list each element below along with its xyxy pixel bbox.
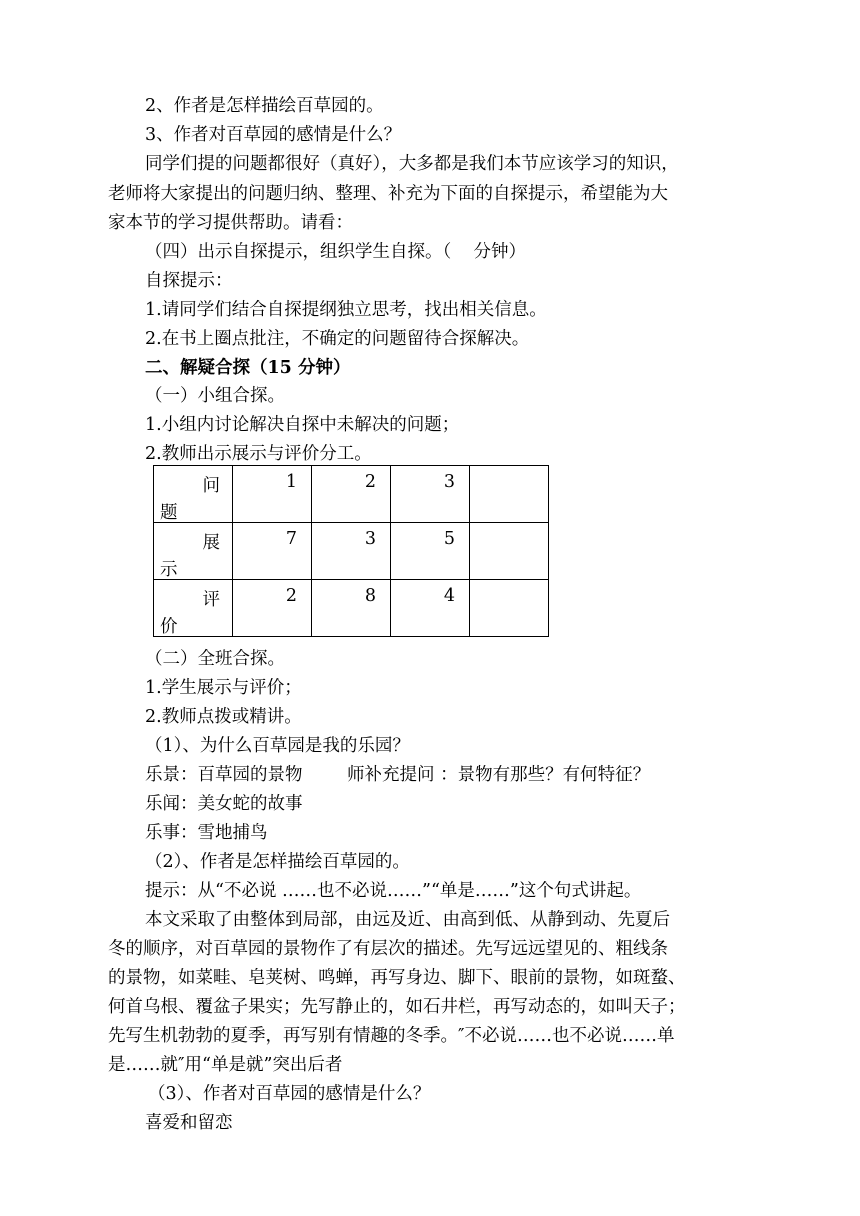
row-header-bottom: 示 <box>160 560 178 580</box>
group-item-1: 1.小组内讨论解决自探中未解决的问题； <box>145 415 460 435</box>
paragraph-line: 是……就″用“单是就”突出后者 <box>108 1055 343 1075</box>
class-item-1: 1.学生展示与评价； <box>145 678 302 698</box>
row-header-cell <box>154 580 233 637</box>
cell-value: 2 <box>364 472 376 492</box>
cell-value: 3 <box>443 472 455 492</box>
row-header-cell <box>154 466 233 523</box>
paragraph-line: 何首乌根、覆盆子果实；先写静止的，如石井栏，再写动态的，如叫天子； <box>108 997 686 1017</box>
cell-value: 7 <box>285 529 297 549</box>
table-cell <box>233 523 312 580</box>
row-header-top: 展 <box>202 533 220 553</box>
subsection-one-heading: （一）小组合探。 <box>145 386 285 406</box>
subsection-two-heading: （二）全班合探。 <box>145 649 285 669</box>
table-row <box>154 523 549 580</box>
paragraph-line: 本文采取了由整体到局部，由远及近、由高到低、从静到动、先夏后 <box>145 910 670 930</box>
cell-value: 1 <box>285 472 297 492</box>
table-cell <box>470 466 549 523</box>
cell-value: 4 <box>443 586 455 606</box>
joy-activity-line: 乐事：雪地捕鸟 <box>145 823 268 843</box>
self-explore-label: 自探提示： <box>145 271 233 291</box>
question-line-3: 3、作者对百草园的感情是什么？ <box>145 125 402 145</box>
answer-line: 喜爱和留恋 <box>145 1113 233 1133</box>
row-header-cell <box>154 523 233 580</box>
table-row <box>154 580 549 637</box>
paragraph-line: 老师将大家提出的问题归纳、整理、补充为下面的自探提示，希望能为大 <box>108 184 668 204</box>
paragraph-line: 家本节的学习提供帮助。请看： <box>108 213 353 233</box>
table-cell <box>470 523 549 580</box>
row-header-bottom: 题 <box>160 503 178 523</box>
hint-line: 提示：从“不必说 ……也不必说……”“单是……”这个句式讲起。 <box>145 881 642 901</box>
row-header-top: 问 <box>202 476 220 496</box>
paragraph-line: 的景物，如菜畦、皂荚树、鸣蝉，再写身边、脚下、眼前的景物，如斑蝥、 <box>108 968 686 988</box>
assignment-table <box>153 465 549 637</box>
table-cell <box>391 523 470 580</box>
table-cell <box>312 523 391 580</box>
paragraph-line: 先写生机勃勃的夏季，再写别有情趣的冬季。″不必说……也不必说……单 <box>108 1026 675 1046</box>
table-row <box>154 466 549 523</box>
table-cell <box>233 466 312 523</box>
joy-scene-line: 乐景：百草园的景物 师补充提问 ：景物有那些？有何特征？ <box>145 765 651 785</box>
question-3-heading: （3）、作者对百草园的感情是什么？ <box>148 1084 431 1104</box>
table-cell <box>470 580 549 637</box>
cell-value: 3 <box>364 529 376 549</box>
row-header-top: 评 <box>202 590 220 610</box>
section-two-heading: 二、解疑合探（15 分钟） <box>145 358 351 378</box>
group-item-2: 2.教师出示展示与评价分工。 <box>145 444 372 464</box>
hint-item-1: 1.请同学们结合自探提纲独立思考，找出相关信息。 <box>145 300 547 320</box>
table-cell <box>391 580 470 637</box>
paragraph-line: 同学们提的问题都很好（真好），大多都是我们本节应该学习的知识， <box>145 154 679 174</box>
table-cell <box>233 580 312 637</box>
question-1-heading: （1）、为什么百草园是我的乐园？ <box>145 736 410 756</box>
hint-item-2: 2.在书上圈点批注，不确定的问题留待合探解决。 <box>145 329 530 349</box>
class-item-2: 2.教师点拨或精讲。 <box>145 707 302 727</box>
paragraph-line: 冬的顺序，对百草园的景物作了有层次的描述。先写远远望见的、粗线条 <box>108 939 668 959</box>
question-line-2: 2、作者是怎样描绘百草园的。 <box>145 96 384 116</box>
row-header-bottom: 价 <box>160 617 178 637</box>
question-2-heading: （2）、作者是怎样描绘百草园的。 <box>145 852 410 872</box>
joy-story-line: 乐闻：美女蛇的故事 <box>145 794 303 814</box>
table-cell <box>312 580 391 637</box>
table-cell <box>391 466 470 523</box>
cell-value: 8 <box>364 586 376 606</box>
table-cell <box>312 466 391 523</box>
cell-value: 5 <box>443 529 455 549</box>
section-four-heading: （四）出示自探提示，组织学生自探。（ 分钟） <box>145 242 526 262</box>
cell-value: 2 <box>285 586 297 606</box>
